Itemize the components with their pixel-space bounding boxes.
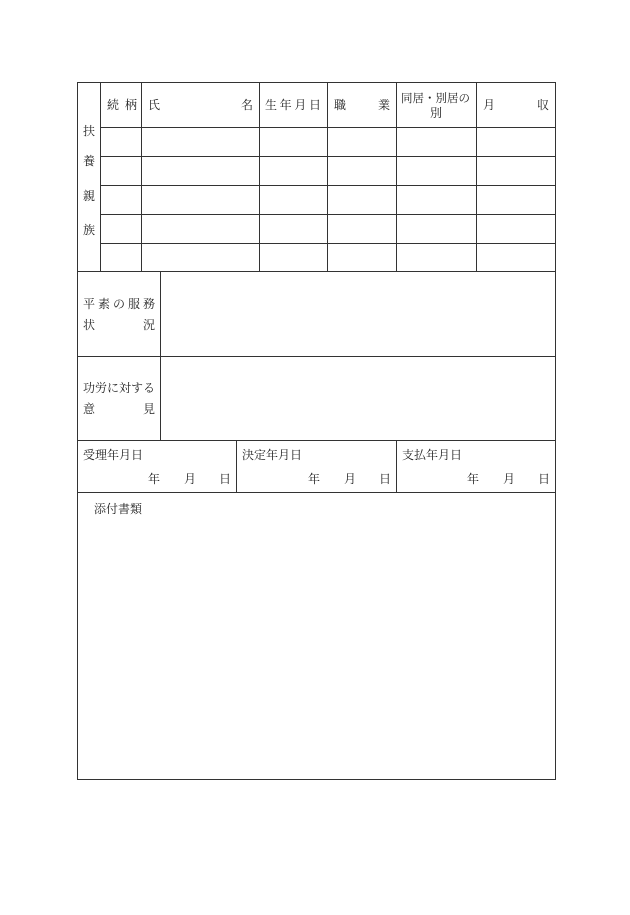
received-date-label: 受理年月日 xyxy=(83,448,144,462)
service-label-char: 務 xyxy=(142,297,155,311)
header-name-char: 氏 xyxy=(148,98,161,112)
dependents-row-line xyxy=(100,243,556,244)
paid-date-label: 支払年月日 xyxy=(402,448,463,462)
header-income-char: 月 xyxy=(483,98,496,112)
header-name-char: 名 xyxy=(240,98,253,112)
frame-left-line xyxy=(77,82,78,780)
header-birthdate-char: 日 xyxy=(308,98,321,112)
dependents-section-label-char: 扶 xyxy=(83,124,96,138)
dates-col-line xyxy=(396,440,397,492)
dependents-row-line xyxy=(100,185,556,186)
service-label-char: の xyxy=(112,297,125,311)
section-divider-line xyxy=(77,356,556,357)
dependents-row-line xyxy=(100,214,556,215)
ymd-day: 日 xyxy=(379,472,392,486)
header-birthdate-char: 月 xyxy=(294,98,307,112)
header-residence-line2: 別 xyxy=(430,106,443,120)
service-label-line1 xyxy=(83,297,155,311)
ymd-day: 日 xyxy=(538,472,551,486)
ymd-year: 年 xyxy=(308,472,321,486)
ymd-month: 月 xyxy=(184,472,197,486)
dependents-row-line xyxy=(100,127,556,128)
section-divider-line xyxy=(77,271,556,272)
dates-col-line xyxy=(236,440,237,492)
service-label-char: 服 xyxy=(127,297,140,311)
ymd-month: 月 xyxy=(344,472,357,486)
decided-date-label: 決定年月日 xyxy=(242,448,303,462)
ymd-month: 月 xyxy=(503,472,516,486)
dependents-row-line xyxy=(100,156,556,157)
section-divider-line xyxy=(77,440,556,441)
header-income-char: 収 xyxy=(536,98,549,112)
opinion-label-line1: 功労に対する xyxy=(83,381,156,395)
section-divider-line xyxy=(77,492,556,493)
dependents-section-label-char: 養 xyxy=(83,154,96,168)
header-occupation-char: 業 xyxy=(377,98,390,112)
frame-bottom-line xyxy=(77,779,556,780)
header-relationship-char: 続 xyxy=(107,98,120,112)
header-relationship-char: 柄 xyxy=(124,98,137,112)
service-label-char: 平 xyxy=(83,297,96,311)
header-birthdate xyxy=(265,98,321,112)
dependents-section-label-char: 親 xyxy=(83,189,96,203)
header-occupation-char: 職 xyxy=(334,98,347,112)
service-label-char: 状 xyxy=(83,318,96,332)
header-occupation xyxy=(334,98,390,112)
header-relationship xyxy=(107,98,137,112)
ymd-year: 年 xyxy=(148,472,161,486)
opinion-label-char: 見 xyxy=(142,402,155,416)
ymd-day: 日 xyxy=(219,472,232,486)
attachments-label: 添付書類 xyxy=(94,502,143,516)
frame-top-line xyxy=(77,82,556,83)
service-label-char: 況 xyxy=(142,318,155,332)
header-name xyxy=(148,98,253,112)
opinion-label-char: 意 xyxy=(83,402,96,416)
frame-right-line xyxy=(555,82,556,780)
opinion-label-line2 xyxy=(83,402,155,416)
header-income xyxy=(483,98,549,112)
service-label-char: 素 xyxy=(97,297,110,311)
dependents-section-label-char: 族 xyxy=(83,223,96,237)
header-residence-line1: 同居・別居の xyxy=(401,91,470,105)
header-birthdate-char: 年 xyxy=(279,98,292,112)
header-birthdate-char: 生 xyxy=(265,98,278,112)
ymd-year: 年 xyxy=(467,472,480,486)
service-label-line2 xyxy=(83,318,155,332)
